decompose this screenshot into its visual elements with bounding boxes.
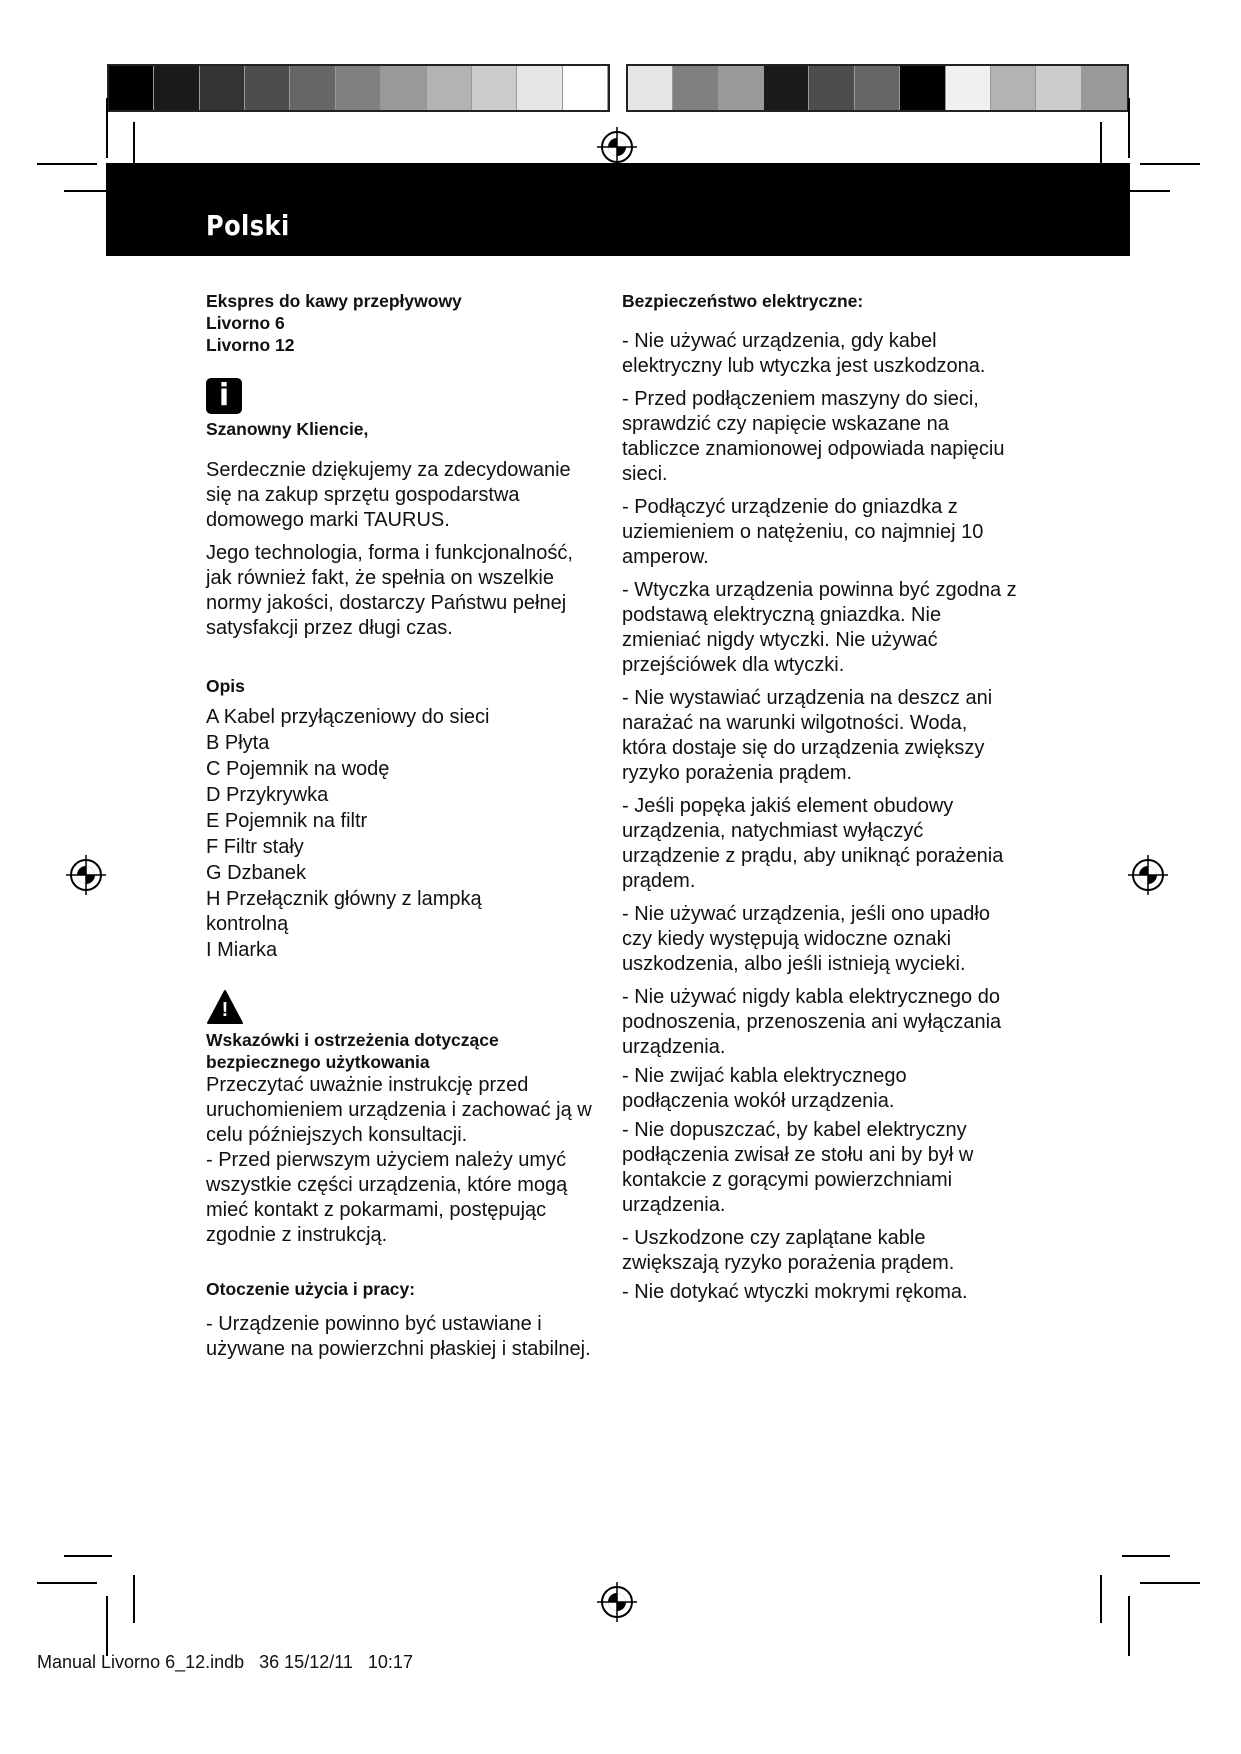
left-column: [206, 290, 596, 1362]
model-name: Livorno 6: [206, 313, 285, 333]
color-swatch: [563, 66, 608, 110]
registration-mark-icon: [597, 127, 637, 167]
safety-paragraph: Przeczytać uważnie instrukcję przed uruchomieniem urządzenia i zachować ją w celu późniejszych konsultacji.: [206, 1074, 592, 1146]
color-swatch: [381, 66, 426, 110]
crop-mark: [1128, 1596, 1130, 1656]
warning-glyph: !: [221, 999, 229, 1021]
crop-mark: [37, 163, 97, 165]
environment-heading: Otoczenie użycia i pracy:: [206, 1279, 416, 1299]
color-bar-right: [626, 64, 1129, 112]
safety-paragraph: - Przed pierwszym użyciem należy umyć wszystkie części urządzenia, które mogą mieć kontakt z pokarmami, postępując zgodnie z instrukcją.: [206, 1149, 568, 1246]
color-swatch: [900, 66, 945, 110]
color-swatch: [336, 66, 381, 110]
language-title: Polski: [206, 209, 290, 242]
list-item: - Nie wystawiać urządzenia na deszcz ani narażać na warunki wilgotności. Woda, która dostaje się do urządzenia zwiększy ryzyko porażenia prądem.: [622, 687, 993, 784]
crop-mark: [1100, 1575, 1102, 1623]
list-item: - Uszkodzone czy zaplątane kable zwiększają ryzyko porażenia prądem.: [622, 1227, 955, 1274]
color-swatch: [109, 66, 154, 110]
greeting: Szanowny Kliencie,: [206, 419, 369, 439]
warning-icon: [206, 989, 244, 1025]
list-item: - Nie dopuszczać, by kabel elektryczny podłączenia zwisał ze stołu ani by był w kontakcie z gorącymi powierzchniami urządzenia.: [622, 1119, 974, 1216]
list-item: - Wtyczka urządzenia powinna być zgodna z podstawą elektryczną gniazdka. Nie zmieniać nigdy wtyczki. Nie używać przejściówek dla wtyczki.: [622, 579, 1017, 676]
description-list: [206, 705, 596, 963]
crop-mark: [64, 1555, 112, 1557]
color-swatch: [290, 66, 335, 110]
electrical-safety-list: [622, 329, 1017, 1305]
list-item: - Podłączyć urządzenie do gniazdka z uziemieniem o natężeniu, co najmniej 10 amperow.: [622, 496, 984, 568]
color-swatch: [200, 66, 245, 110]
list-item: - Nie używać urządzenia, jeśli ono upadło czy kiedy występują widoczne oznaki uszkodzenia, albo jeśli istnieją wycieki.: [622, 903, 990, 975]
model-name: Livorno 12: [206, 335, 295, 355]
intro-paragraph: Serdecznie dziękujemy za zdecydowanie się na zakup sprzętu gospodarstwa domowego marki TAURUS.: [206, 459, 571, 531]
color-swatch: [427, 66, 472, 110]
list-item: - Nie używać nigdy kabla elektrycznego do podnoszenia, przenoszenia ani wyłączania urządzenia.: [622, 986, 1002, 1058]
info-icon: i: [206, 378, 242, 414]
list-item: - Nie zwijać kabla elektrycznego podłączenia wokół urządzenia.: [622, 1065, 907, 1112]
environment-paragraph: - Urządzenie powinno być ustawiane i używane na powierzchni płaskiej i stabilnej.: [206, 1313, 591, 1360]
list-item: H Przełącznik główny z lampką kontrolną: [206, 888, 482, 935]
product-title: Ekspres do kawy przepływowy: [206, 291, 462, 311]
crop-mark: [1140, 1582, 1200, 1584]
intro-paragraph: Jego technologia, forma i funkcjonalność, jak również fakt, że spełnia on wszelkie normy jakości, dostarczy Państwu pełnej satysfakcji przez długi czas.: [206, 542, 573, 639]
list-item: - Jeśli popęka jakiś element obudowy urządzenia, natychmiast wyłączyć urządzenie z prądu, aby uniknąć porażenia prądem.: [622, 795, 1004, 892]
list-item: - Przed podłączeniem maszyny do sieci, sprawdzić czy napięcie wskazane na tabliczce znamionowej odpowiada napięciu sieci.: [622, 388, 1005, 485]
registration-mark-icon: [597, 1582, 637, 1622]
print-slug: Manual Livorno 6_12.indb 36 15/12/11 10:17: [37, 1652, 413, 1672]
color-swatch: [472, 66, 517, 110]
color-swatch: [1082, 66, 1127, 110]
color-swatch: [809, 66, 854, 110]
crop-mark: [1128, 98, 1130, 158]
crop-mark: [64, 190, 112, 192]
color-bar-left: [107, 64, 610, 112]
list-item: G Dzbanek: [206, 862, 307, 884]
electrical-safety-heading: Bezpieczeństwo elektryczne:: [622, 291, 864, 311]
crop-mark: [1140, 163, 1200, 165]
list-item: - Nie używać urządzenia, gdy kabel elektryczny lub wtyczka jest uszkodzona.: [622, 330, 986, 377]
description-heading: Opis: [206, 676, 245, 696]
list-item: - Nie dotykać wtyczki mokrymi rękoma.: [622, 1281, 968, 1303]
safety-heading: Wskazówki i ostrzeżenia dotyczące bezpiecznego użytkowania: [206, 1030, 499, 1072]
color-swatch: [1036, 66, 1081, 110]
crop-mark: [1122, 1555, 1170, 1557]
crop-mark: [37, 1582, 97, 1584]
crop-mark: [133, 1575, 135, 1623]
list-item: F Filtr stały: [206, 836, 304, 858]
color-swatch: [855, 66, 900, 110]
color-swatch: [719, 66, 764, 110]
color-swatch: [764, 66, 809, 110]
color-swatch: [517, 66, 562, 110]
list-item: C Pojemnik na wodę: [206, 758, 390, 780]
crop-mark: [106, 1596, 108, 1656]
color-swatch: [245, 66, 290, 110]
color-swatch: [991, 66, 1036, 110]
registration-mark-icon: [1128, 855, 1168, 895]
list-item: B Płyta: [206, 732, 270, 754]
color-swatch: [154, 66, 199, 110]
color-swatch: [628, 66, 673, 110]
list-item: E Pojemnik na filtr: [206, 810, 368, 832]
list-item: A Kabel przyłączeniowy do sieci: [206, 706, 490, 728]
right-column: [622, 290, 1017, 1305]
color-swatch: [946, 66, 991, 110]
list-item: D Przykrywka: [206, 784, 329, 806]
color-swatch: [673, 66, 718, 110]
language-header-band: [106, 163, 1130, 256]
list-item: I Miarka: [206, 939, 278, 961]
crop-mark: [106, 98, 108, 158]
registration-mark-icon: [66, 855, 106, 895]
